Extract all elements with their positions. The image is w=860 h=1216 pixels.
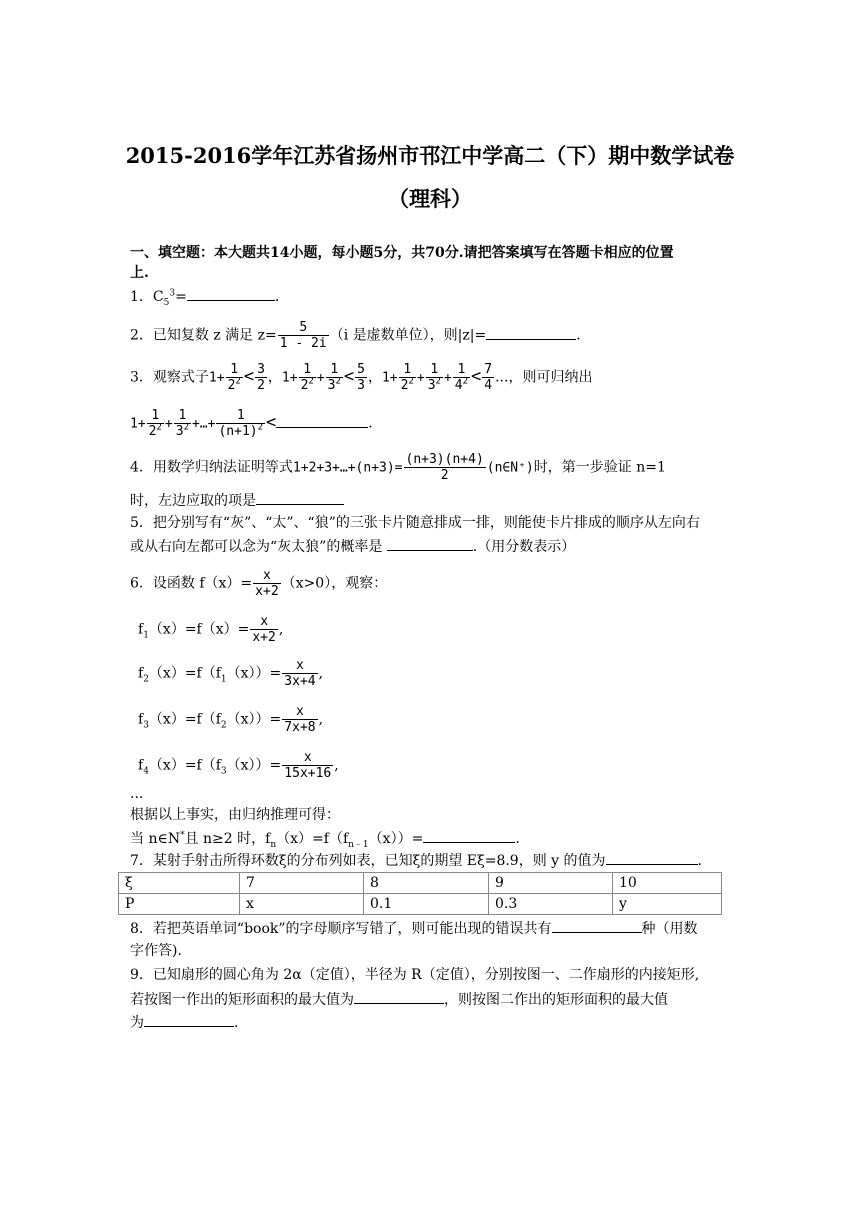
conclusion-text: 根据以上事实，由归纳推理可得：	[130, 807, 340, 823]
question-5: 5．把分别写有“灰”、“太”、“狼”的三张卡片随意排成一排，则能使卡片排成的顺序从左向右	[130, 515, 700, 531]
power-denominator: $(n+1)^2$	[218, 422, 264, 439]
fraction: $\frac{x}{x+2}$	[255, 568, 279, 599]
question-9-cont: 若按图一作出的矩形面积的最大值为 ，则按图二作出的矩形面积的最大值	[130, 989, 668, 1010]
power-denominator: $2^2$	[148, 422, 162, 439]
question-8-cont: 字作答).	[130, 943, 182, 959]
table-cell: 9	[489, 873, 613, 894]
table-cell: x	[240, 894, 364, 915]
question-4-cont: 时，左边应取的项是	[130, 490, 344, 511]
question-8: 8．若把英语单词“book”的字母顺序写错了，则可能出现的错误共有 种（用数	[130, 918, 698, 939]
fraction: $\frac{1}{2^2}$	[227, 362, 241, 393]
answer-blank[interactable]	[187, 286, 275, 301]
fraction: $\frac{x}{7x+8}$	[284, 704, 316, 735]
question-9-cont2: 为 .	[130, 1012, 238, 1033]
question-9: 9．已知扇形的圆心角为 2α（定值），半径为 R（定值），分别按图一、二作扇形的内接矩形,	[130, 967, 700, 983]
power-denominator: $3^2$	[175, 422, 189, 439]
f4-line: $f_4(x)=f(f_3(x))=$ $\frac{x}{15x+16}$ ,	[138, 750, 339, 781]
fraction: $\frac{1}{3^2}$	[427, 362, 441, 393]
question-3-cont: 1+ $\frac{1}{2^2}$ + $\frac{1}{3^2}$ +…+ $\frac{1}{(n+1)^2}$ < .	[130, 408, 373, 439]
section-heading-cont: 上.	[130, 265, 149, 281]
f2-line: $f_2(x)=f(f_1(x))=$ $\frac{x}{3x+4}$ ,	[138, 658, 324, 689]
question-6: 6．设函数 f（x）= $\frac{x}{x+2}$ （x>0），观察：	[130, 568, 388, 599]
table-cell: 10	[613, 873, 722, 894]
fraction: $\frac{5}{3}$	[357, 362, 365, 393]
fraction: $\frac{7}{4}$	[484, 362, 493, 393]
table-row	[119, 873, 722, 894]
power-denominator: $2^2$	[400, 376, 414, 393]
table-cell: y	[613, 894, 722, 915]
answer-blank[interactable]	[552, 918, 642, 933]
power-denominator: $4^2$	[454, 376, 469, 393]
question-5-cont: 或从右向左都可以念为“灰太狼”的概率是 .（用分数表示）	[130, 536, 575, 557]
fraction: $\frac{x}{x+2}$	[252, 614, 276, 645]
question-6-answer: 当 n∈N*且 n≥2 时，$f_n(x)=f(f_{n﹣1}(x))=$ .	[130, 828, 520, 849]
fraction: $\frac{1}{4^2}$	[454, 362, 469, 393]
answer-blank[interactable]	[486, 325, 576, 340]
table-row	[119, 894, 722, 915]
power-denominator: $2^2$	[300, 376, 314, 393]
f1-line: $f_1(x)=f(x)=$ $\frac{x}{x+2}$ ,	[138, 614, 284, 645]
power-denominator: $3^2$	[327, 376, 341, 393]
question-4: 4．用数学归纳法证明等式1+2+3+…+(n+3)= $\frac{(n+3)(n+4)}{2}$ (n∈N⁺)时，第一步验证 n=1	[130, 452, 666, 483]
fraction: $\frac{(n+3)(n+4)}{2}$	[405, 452, 484, 483]
fraction: $\frac{x}{3x+4}$	[284, 658, 316, 689]
fraction: $\frac{1}{2^2}$	[148, 408, 162, 439]
fraction: $\frac{1}{2^2}$	[300, 362, 314, 393]
answer-blank[interactable]	[387, 536, 473, 551]
distribution-table	[118, 872, 722, 915]
fraction: $\frac{x}{15x+16}$	[284, 750, 332, 781]
section-heading: 一、填空题：本大题共14小题，每小题5分，共70分.请把答案填写在答题卡相应的位置	[130, 245, 674, 261]
question-1: 1．$C_5^3=$ .	[130, 286, 279, 307]
fraction: $\frac{5}{1 - 2i}$	[279, 320, 327, 351]
answer-blank[interactable]	[276, 413, 368, 428]
table-cell: 0.1	[364, 894, 489, 915]
doc-title: 2015-2016学年江苏省扬州市邗江中学高二（下）期中数学试卷	[125, 143, 735, 168]
question-7: 7．某射手射击所得环数ξ的分布列如表，已知ξ的期望 Eξ=8.9，则 y 的值为 .	[130, 850, 702, 871]
fraction: $\frac{1}{3^2}$	[327, 362, 341, 393]
table-cell: 7	[240, 873, 364, 894]
power-denominator: $3^2$	[427, 376, 441, 393]
ellipsis: ...	[130, 786, 144, 802]
doc-subtitle: （理科）	[388, 186, 472, 211]
table-cell: 8	[364, 873, 489, 894]
answer-blank[interactable]	[256, 490, 344, 505]
answer-blank[interactable]	[606, 850, 698, 865]
fraction: $\frac{3}{2}$	[257, 362, 265, 393]
question-3: 3．观察式子1+ $\frac{1}{2^2}$ < $\frac{3}{2}$ ，1+ $\frac{1}{2^2}$ + $\frac{1}{3^2}$ < $\frac{5}{3}$ ，1+ $\frac{1}{2^2}$ + $\frac{1}{3^2}$ + $\frac{1}{4^2}$ < $\frac{7}{4}$ ...，则可归纳出	[130, 362, 593, 393]
answer-blank[interactable]	[144, 1012, 234, 1027]
answer-blank[interactable]	[354, 989, 444, 1004]
power-denominator: $2^2$	[227, 376, 241, 393]
f3-line: $f_3(x)=f(f_2(x))=$ $\frac{x}{7x+8}$ ,	[138, 704, 324, 735]
fraction: $\frac{1}{3^2}$	[175, 408, 189, 439]
fraction: $\frac{1}{(n+1)^2}$	[218, 408, 264, 439]
table-cell: 0.3	[489, 894, 613, 915]
fraction: $\frac{1}{2^2}$	[400, 362, 414, 393]
table-cell: ξ	[119, 873, 240, 894]
answer-blank[interactable]	[423, 828, 515, 843]
table-cell: P	[119, 894, 240, 915]
question-2: 2．已知复数 z 满足 z= $\frac{5}{1 - 2i}$ （i 是虚数单位），则|z|= .	[130, 320, 581, 351]
